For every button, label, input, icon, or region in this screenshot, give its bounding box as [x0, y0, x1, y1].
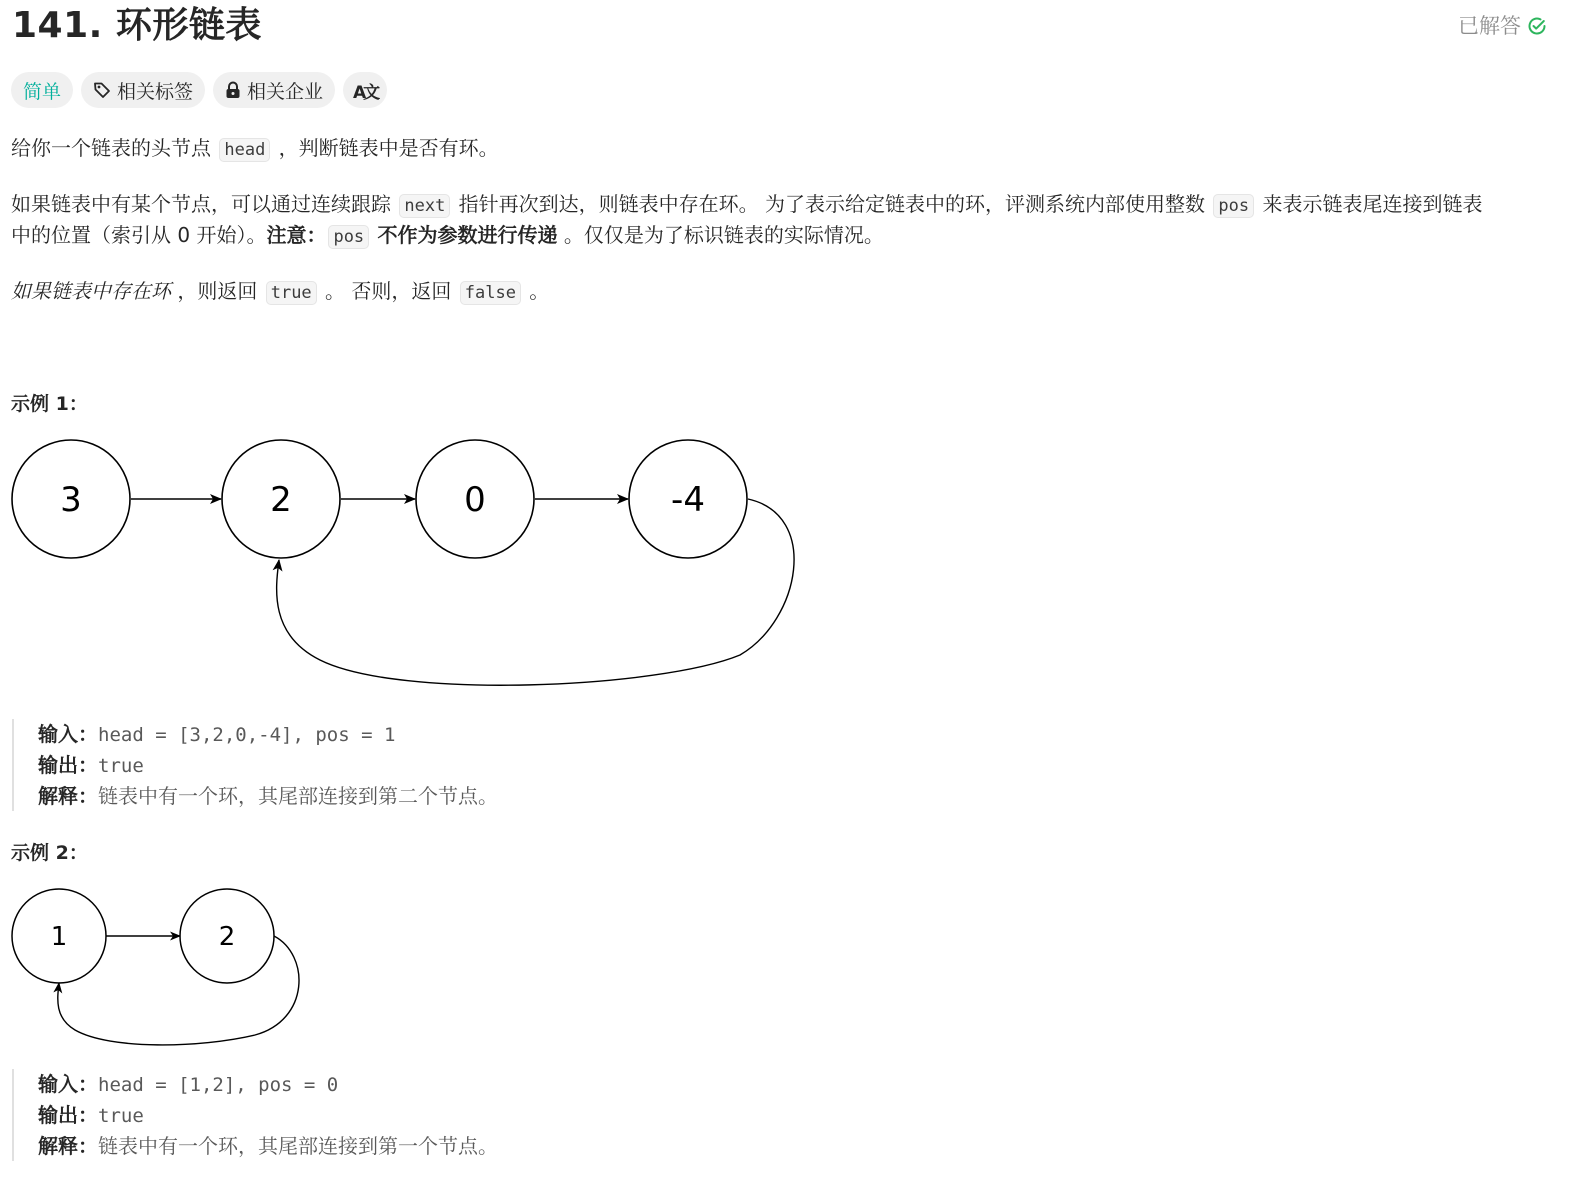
- code-pos-note: pos: [328, 225, 369, 249]
- tag-bar: [11, 72, 387, 108]
- translate-icon: A文: [352, 82, 378, 103]
- text: ，判断链表中是否有环。: [272, 136, 499, 160]
- text: 。 否则，返回: [318, 279, 458, 303]
- node: [222, 440, 340, 558]
- code-next: next: [399, 194, 450, 218]
- node-value: 0: [464, 480, 486, 520]
- node-value: 2: [270, 480, 292, 520]
- italic-text: 如果链表中存在环: [11, 279, 171, 303]
- explain-value: 链表中有一个环，其尾部连接到第一个节点。: [98, 1134, 498, 1158]
- node: [12, 440, 130, 558]
- check-circle-icon: [1527, 16, 1547, 36]
- example-1-input: [38, 719, 498, 750]
- text: 中的位置（索引从 0 开始）。: [11, 223, 267, 247]
- note-bold: 不作为参数进行传递: [377, 223, 558, 247]
- node: [180, 889, 274, 983]
- text: 给你一个链表的头节点: [11, 136, 218, 160]
- example-2-title: 示例 2：: [11, 842, 88, 864]
- input-value: head = [1,2], pos = 0: [98, 1074, 339, 1096]
- example-2-explain: [38, 1131, 498, 1161]
- example-2-diagram: [0, 880, 320, 1055]
- solved-status: [1458, 12, 1547, 40]
- description-paragraph-3: [11, 276, 549, 309]
- explain-label: 解释：: [38, 784, 98, 808]
- node-value: -4: [671, 480, 705, 520]
- related-tags-label: 相关标签: [117, 80, 194, 103]
- input-label: 输入：: [38, 722, 98, 746]
- text: ，则返回: [171, 279, 264, 303]
- text: 如果链表中有某个节点，可以通过连续跟踪: [11, 192, 398, 216]
- node: [629, 440, 747, 558]
- code-head: head: [219, 138, 270, 162]
- node-value: 3: [60, 480, 82, 520]
- tag-icon: [93, 81, 111, 99]
- text: 来表示链表尾连接到链表: [1256, 192, 1483, 216]
- description-paragraph-1: [11, 133, 499, 166]
- node: [12, 889, 106, 983]
- output-value: true: [98, 755, 144, 777]
- node-value: 1: [50, 922, 68, 952]
- example-2-output: [38, 1100, 498, 1131]
- problem-title: 141. 环形链表: [12, 5, 262, 46]
- input-value: head = [3,2,0,-4], pos = 1: [98, 724, 396, 746]
- example-1-diagram: [0, 430, 820, 700]
- output-label: 输出：: [38, 1103, 98, 1127]
- code-true: true: [266, 281, 317, 305]
- difficulty-badge[interactable]: 简单: [11, 72, 73, 108]
- related-tags-button[interactable]: [81, 72, 205, 108]
- output-label: 输出：: [38, 753, 98, 777]
- explain-value: 链表中有一个环，其尾部连接到第二个节点。: [98, 784, 498, 808]
- example-2-io-block: [12, 1069, 498, 1161]
- node: [416, 440, 534, 558]
- output-value: true: [98, 1105, 144, 1127]
- text: 指针再次到达，则链表中存在环。 为了表示给定链表中的环，评测系统内部使用整数: [452, 192, 1212, 216]
- explain-label: 解释：: [38, 1134, 98, 1158]
- example-1-output: [38, 750, 498, 781]
- input-label: 输入：: [38, 1072, 98, 1096]
- text: 。仅仅是为了标识链表的实际情况。: [557, 223, 884, 247]
- note-label: 注意：: [266, 223, 327, 247]
- related-companies-button[interactable]: [213, 72, 335, 108]
- example-2-input: [38, 1069, 498, 1100]
- description-paragraph-2-line-1: [11, 189, 1482, 222]
- example-1-explain: [38, 781, 498, 811]
- solved-label: 已解答: [1458, 14, 1521, 38]
- translate-button[interactable]: [343, 72, 387, 108]
- description-paragraph-2-line-2: [11, 220, 884, 253]
- code-pos: pos: [1213, 194, 1254, 218]
- code-false: false: [460, 281, 521, 305]
- text: 。: [522, 279, 550, 303]
- example-1-io-block: [12, 719, 498, 811]
- lock-icon: [225, 81, 241, 99]
- example-1-title: 示例 1：: [11, 393, 88, 415]
- related-companies-label: 相关企业: [247, 80, 324, 103]
- node-value: 2: [218, 922, 236, 952]
